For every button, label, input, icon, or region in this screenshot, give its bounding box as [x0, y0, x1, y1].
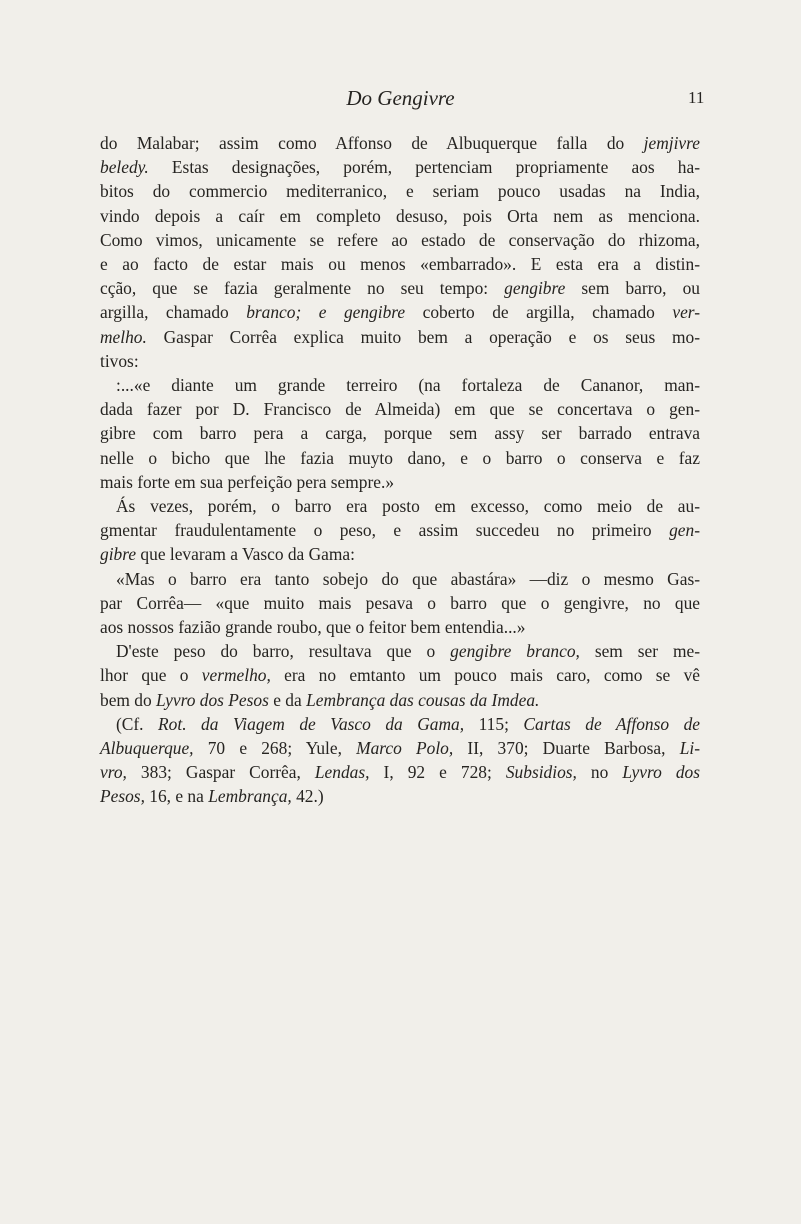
text-line: tivos: — [100, 350, 139, 371]
quote-line: «Mas o barro era tanto sobejo do que abastára» —diz o mesmo Gas- — [116, 568, 700, 589]
body-text — [100, 131, 700, 809]
text-line: D'este peso do barro, resultava que o gengibre branco, sem ser me- — [116, 641, 701, 662]
page-number: 11 — [688, 88, 705, 107]
text-line: gmentar fraudulentamente o peso, e assim succedeu no primeiro gen- — [100, 520, 700, 541]
text-line: vindo depois a caír em completo desuso, pois Orta nem as menciona. — [100, 205, 700, 226]
running-title: Do Gengivre — [346, 86, 455, 110]
citation-line: Pesos, 16, e na Lembrança, 42.) — [100, 786, 324, 807]
text-line: cção, que se fazia geralmente no seu tempo: gengibre sem barro, ou — [100, 278, 700, 299]
citation-line: vro, 383; Gaspar Corrêa, Lendas, I, 92 e 728; Subsidios, no Lyvro dos — [100, 762, 700, 783]
text-line: argilla, chamado branco; e gengibre coberto de argilla, chamado ver- — [100, 302, 700, 323]
text-line: lhor que o vermelho, era no emtanto um pouco mais caro, como se vê — [100, 665, 700, 686]
quote-line: aos nossos fazião grande roubo, que o feitor bem entendia...» — [100, 617, 526, 638]
quote-line: dada fazer por D. Francisco de Almeida) em que se concertava o gen- — [100, 399, 700, 420]
text-line: beledy. Estas designações, porém, pertenciam propriamente aos ha- — [100, 157, 700, 178]
quote-line: :...«e diante um grande terreiro (na fortaleza de Cananor, man- — [116, 375, 700, 396]
text-line: bem do Lyvro dos Pesos e da Lembrança das cousas da Imdea. — [100, 689, 540, 710]
text-line: bitos do commercio mediterranico, e seriam pouco usadas na India, — [100, 181, 700, 202]
text-line: Ás vezes, porém, o barro era posto em excesso, como meio de au- — [116, 496, 700, 517]
text-line: Como vimos, unicamente se refere ao estado de conservação do rhizoma, — [100, 229, 700, 250]
quote-line: mais forte em sua perfeição pera sempre.» — [100, 471, 395, 492]
quote-line: nelle o bicho que lhe fazia muyto dano, e o barro o conserva e faz — [100, 447, 700, 468]
text-line: melho. Gaspar Corrêa explica muito bem a operação e os seus mo- — [100, 326, 700, 347]
text-line: do Malabar; assim como Affonso de Albuquerque falla do jemjivre — [100, 133, 700, 153]
text-line: e ao facto de estar mais ou menos «embarrado». E esta era a distin- — [100, 254, 700, 275]
text-line: gibre que levaram a Vasco da Gama: — [100, 544, 355, 565]
citation-line: Albuquerque, 70 e 268; Yule, Marco Polo, II, 370; Duarte Barbosa, Li- — [100, 738, 700, 759]
running-header — [0, 86, 801, 116]
quote-line: gibre com barro pera a carga, porque sem assy ser barrado entrava — [100, 423, 700, 444]
citation-line: (Cf. Rot. da Viagem de Vasco da Gama, 115; Cartas de Affonso de — [116, 713, 700, 734]
quote-line: par Corrêa— «que muito mais pesava o barro que o gengivre, no que — [100, 592, 700, 613]
